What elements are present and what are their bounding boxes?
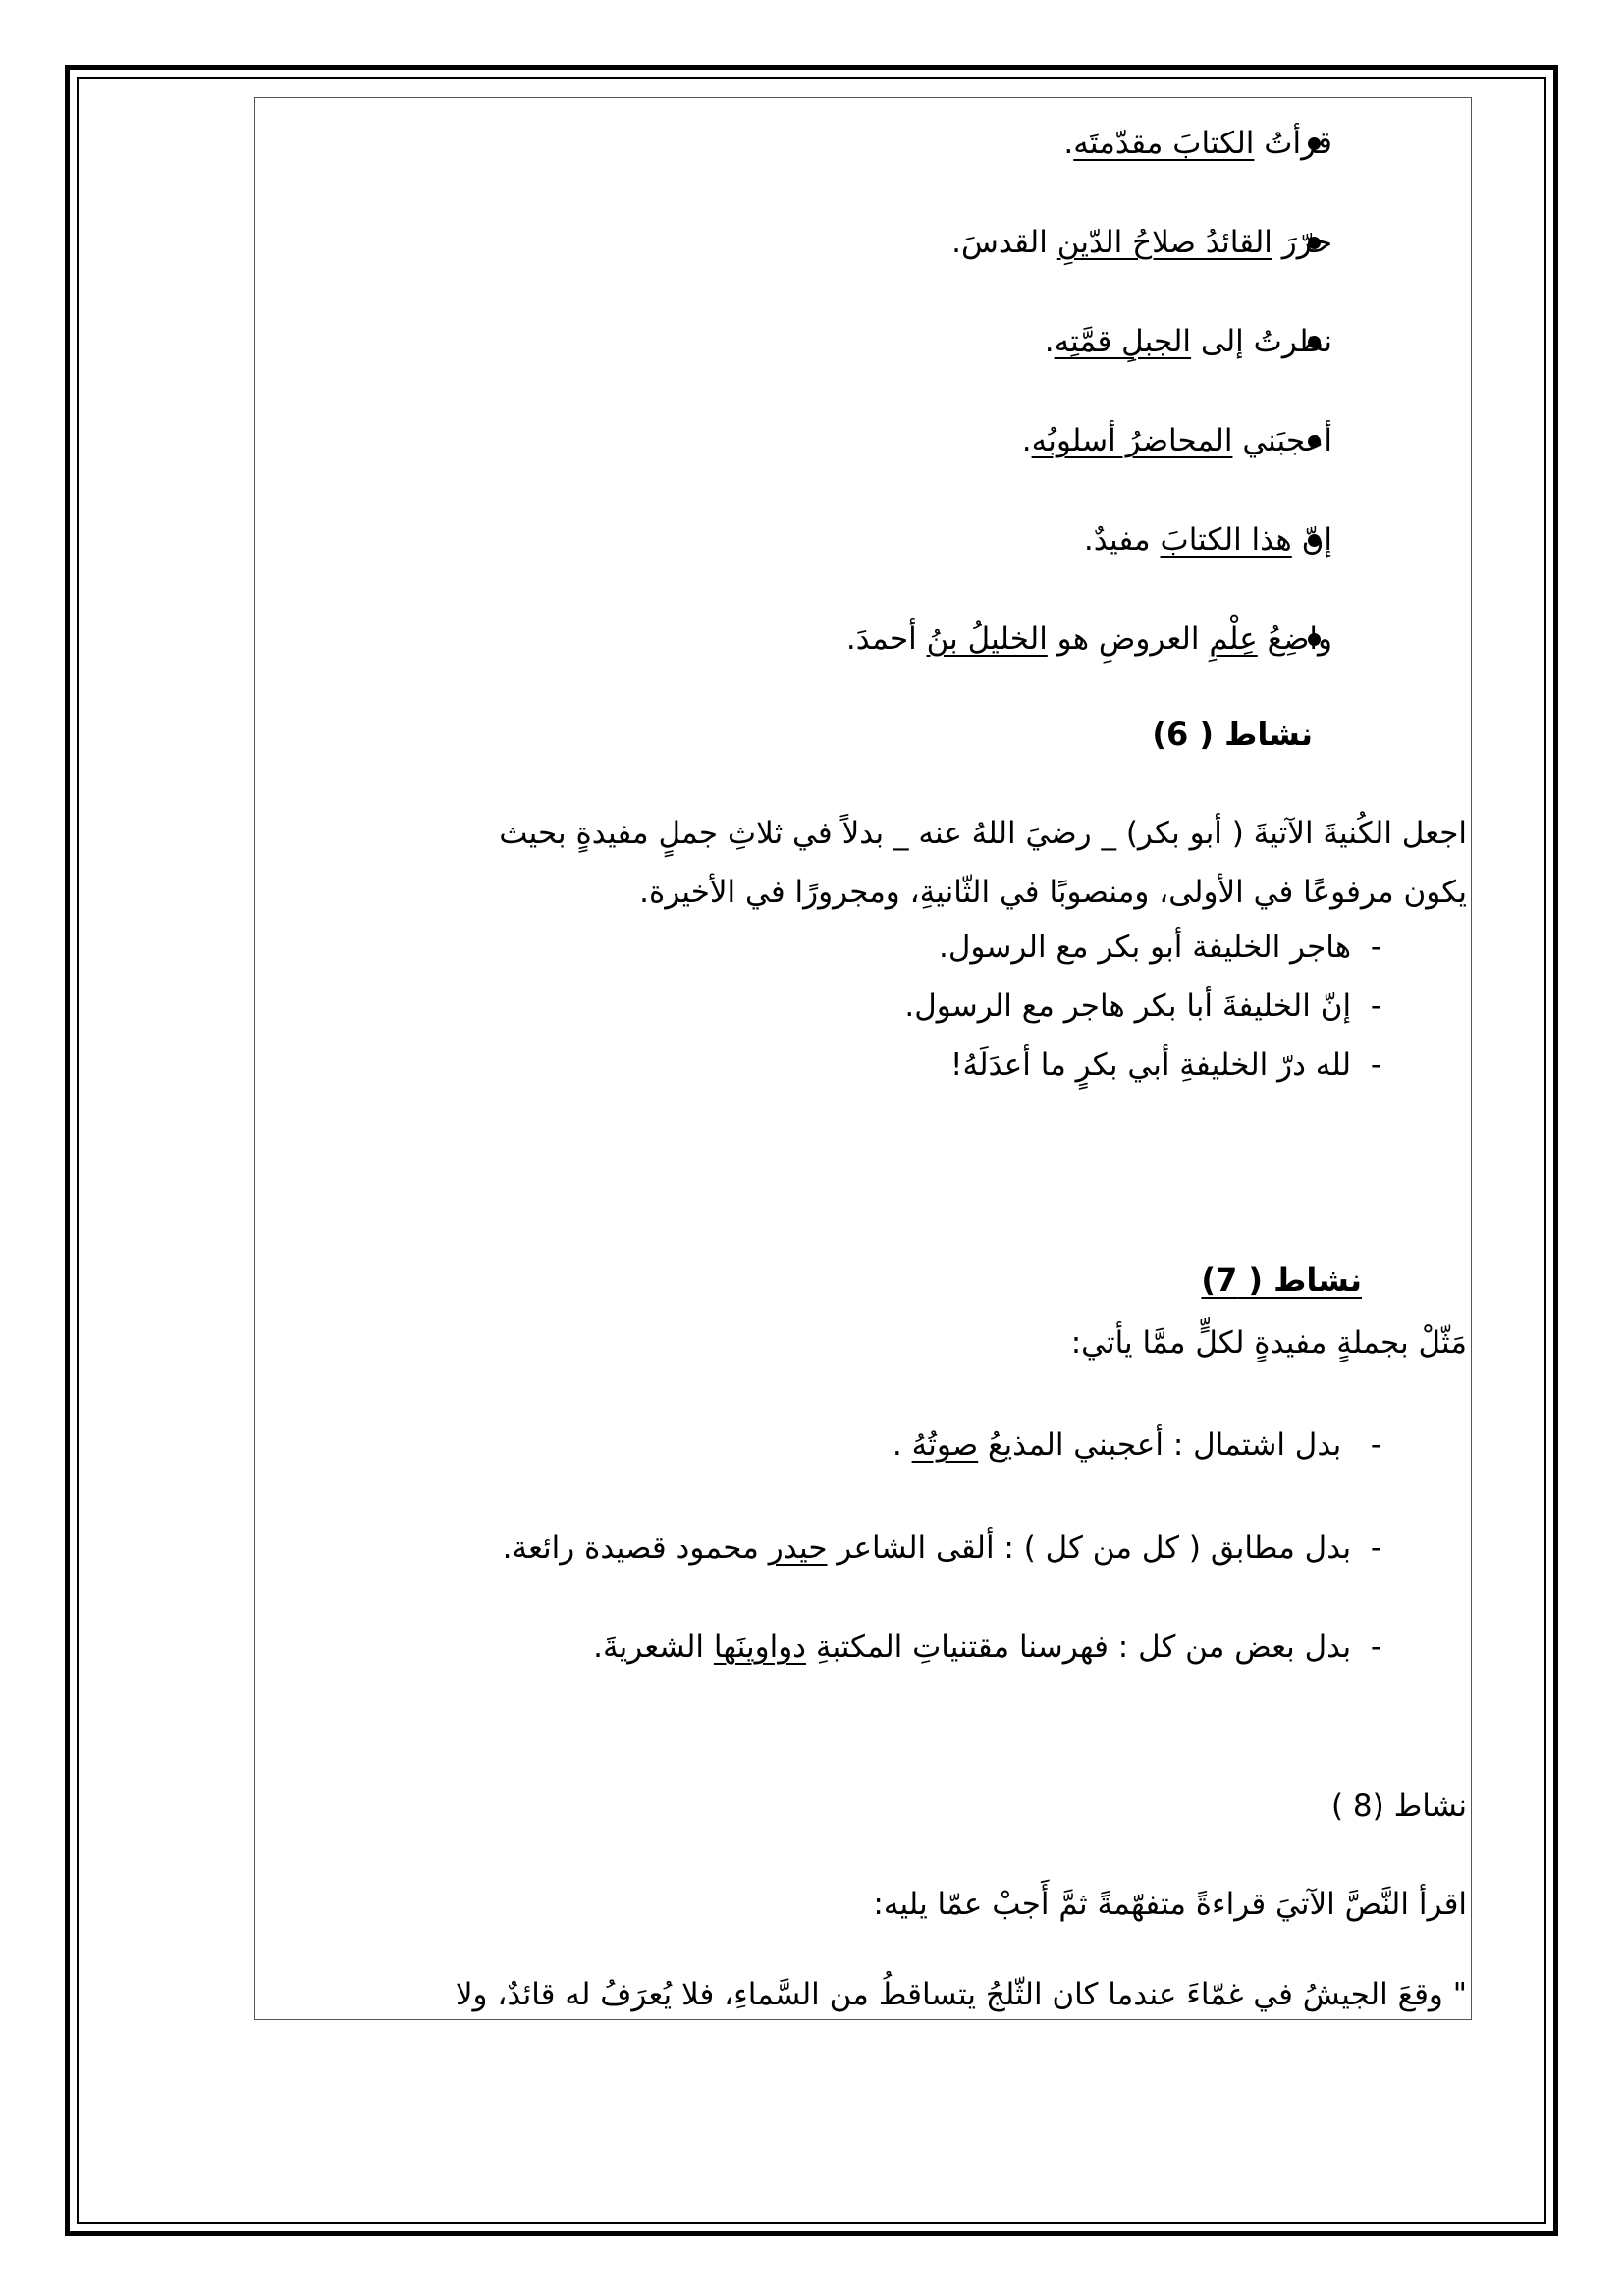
sentence-text: واضِعُ (1257, 621, 1332, 657)
list-item (893, 1423, 1381, 1467)
sentence-text: . (1063, 126, 1074, 161)
list-item (593, 1626, 1381, 1669)
sentence-text: فهرسنا مقتنياتِ المكتبةِ (805, 1629, 1109, 1665)
dash-marker: - (1370, 1629, 1381, 1665)
underlined-phrase: المحاضرُ أسلوبُه (1031, 423, 1233, 458)
sentence-text: أعجبني المذيعُ (978, 1427, 1164, 1463)
activity-6-instruction-line-2: يكون مرفوعًا في الأولى، ومنصوبًا في الثّانيةِ، ومجرورًا في الأخيرة. (639, 875, 1467, 910)
sentence-text: الشعريةَ. (593, 1629, 714, 1665)
sentence-text: . (892, 1427, 912, 1463)
dash-marker: - (1370, 1427, 1381, 1463)
sentence-text: قرأتُ (1254, 126, 1332, 161)
list-item (1063, 122, 1332, 165)
sentence-text: القدسَ. (951, 225, 1057, 260)
item-label: بدل اشتمال (1193, 1427, 1342, 1463)
answer-text: هاجر الخليفة أبو بكر مع الرسول. (939, 930, 1352, 965)
activity-7-instruction: مَثّلْ بجملةٍ مفيدةٍ لكلٍّ ممَّا يأتي: (1070, 1325, 1467, 1361)
activity-8-title: نشاط (8 ) (1330, 1789, 1467, 1824)
underlined-phrase: القائدُ صلاحُ الدّينِ (1056, 225, 1272, 260)
document-content (256, 98, 1470, 2019)
dash-marker: - (1370, 988, 1381, 1024)
separator: : (1108, 1629, 1139, 1665)
list-item (846, 617, 1332, 661)
content-frame (254, 97, 1472, 2020)
dash-marker: - (1370, 930, 1381, 965)
list-item (1045, 320, 1332, 363)
sentence-text: العروضِ هو (1047, 621, 1210, 657)
separator: : (1163, 1427, 1194, 1463)
underlined-phrase: دواوينَها (713, 1629, 806, 1665)
list-item (904, 985, 1381, 1028)
list-item (1084, 518, 1332, 561)
sentence-text: نظرتُ إلى (1191, 324, 1332, 359)
sentence-text: حرّرَ (1272, 225, 1332, 260)
activity-8-instruction: اقرأ النَّصَّ الآتيَ قراءةً متفهّمةً ثمَّ أَجبْ عمّا يليه: (873, 1887, 1467, 1922)
separator: : (994, 1530, 1024, 1566)
dash-marker: - (1370, 1530, 1381, 1566)
sentence-text: . (1021, 423, 1032, 458)
underlined-phrase: الخليلُ بنُ (926, 621, 1048, 657)
sentence-text: إنّ (1291, 522, 1332, 558)
underlined-phrase: حيدر (768, 1530, 828, 1566)
sentence-text: أحمدَ. (845, 621, 927, 657)
activity-7-title: نشاط ( 7) (1201, 1261, 1362, 1299)
underlined-phrase: هذا الكتابَ (1160, 522, 1292, 558)
list-item (1022, 419, 1332, 462)
dash-marker: - (1370, 1047, 1381, 1083)
underlined-phrase: الجبلِ قمَّتِه (1054, 324, 1192, 359)
activity-6-title: نشاط ( 6) (1152, 716, 1313, 753)
sentence-text: . (1044, 324, 1055, 359)
list-item (939, 926, 1381, 969)
underlined-phrase: صوتُهُ (911, 1427, 979, 1463)
answer-text: إنّ الخليفةَ أبا بكر هاجر مع الرسول. (904, 988, 1352, 1024)
underlined-phrase: الكتابَ مقدّمتَه (1073, 126, 1255, 161)
item-label: بدل مطابق ( كل من كل ) (1023, 1530, 1352, 1566)
item-label: بدل بعض من كل (1138, 1629, 1352, 1665)
sentence-text: محمود قصيدة رائعة. (502, 1530, 769, 1566)
list-item (950, 1043, 1381, 1087)
answer-text: لله درّ الخليفةِ أبي بكرٍ ما أعدَلَهُ! (950, 1047, 1352, 1083)
list-item (951, 221, 1332, 264)
sentence-text: ألقى الشاعر (827, 1530, 995, 1566)
list-item (503, 1526, 1381, 1570)
activity-8-passage-line-1: " وقعَ الجيشُ في غمّاءَ عندما كان الثّلجُ يتساقطُ من السَّماءِ، فلا يُعرَفُ له قائدٌ، ولا (455, 1977, 1467, 2012)
activity-6-instruction-line-1: اجعل الكُنيةَ الآتيةَ ( أبو بكر) _ رضيَ اللهُ عنه _ بدلاً في ثلاثِ جملٍ مفيدةٍ بحيث (499, 816, 1467, 851)
sentence-text: مفيدٌ. (1083, 522, 1161, 558)
sentence-text: أعجبَني (1232, 423, 1332, 458)
underlined-phrase: عِلْمِ (1209, 621, 1258, 657)
